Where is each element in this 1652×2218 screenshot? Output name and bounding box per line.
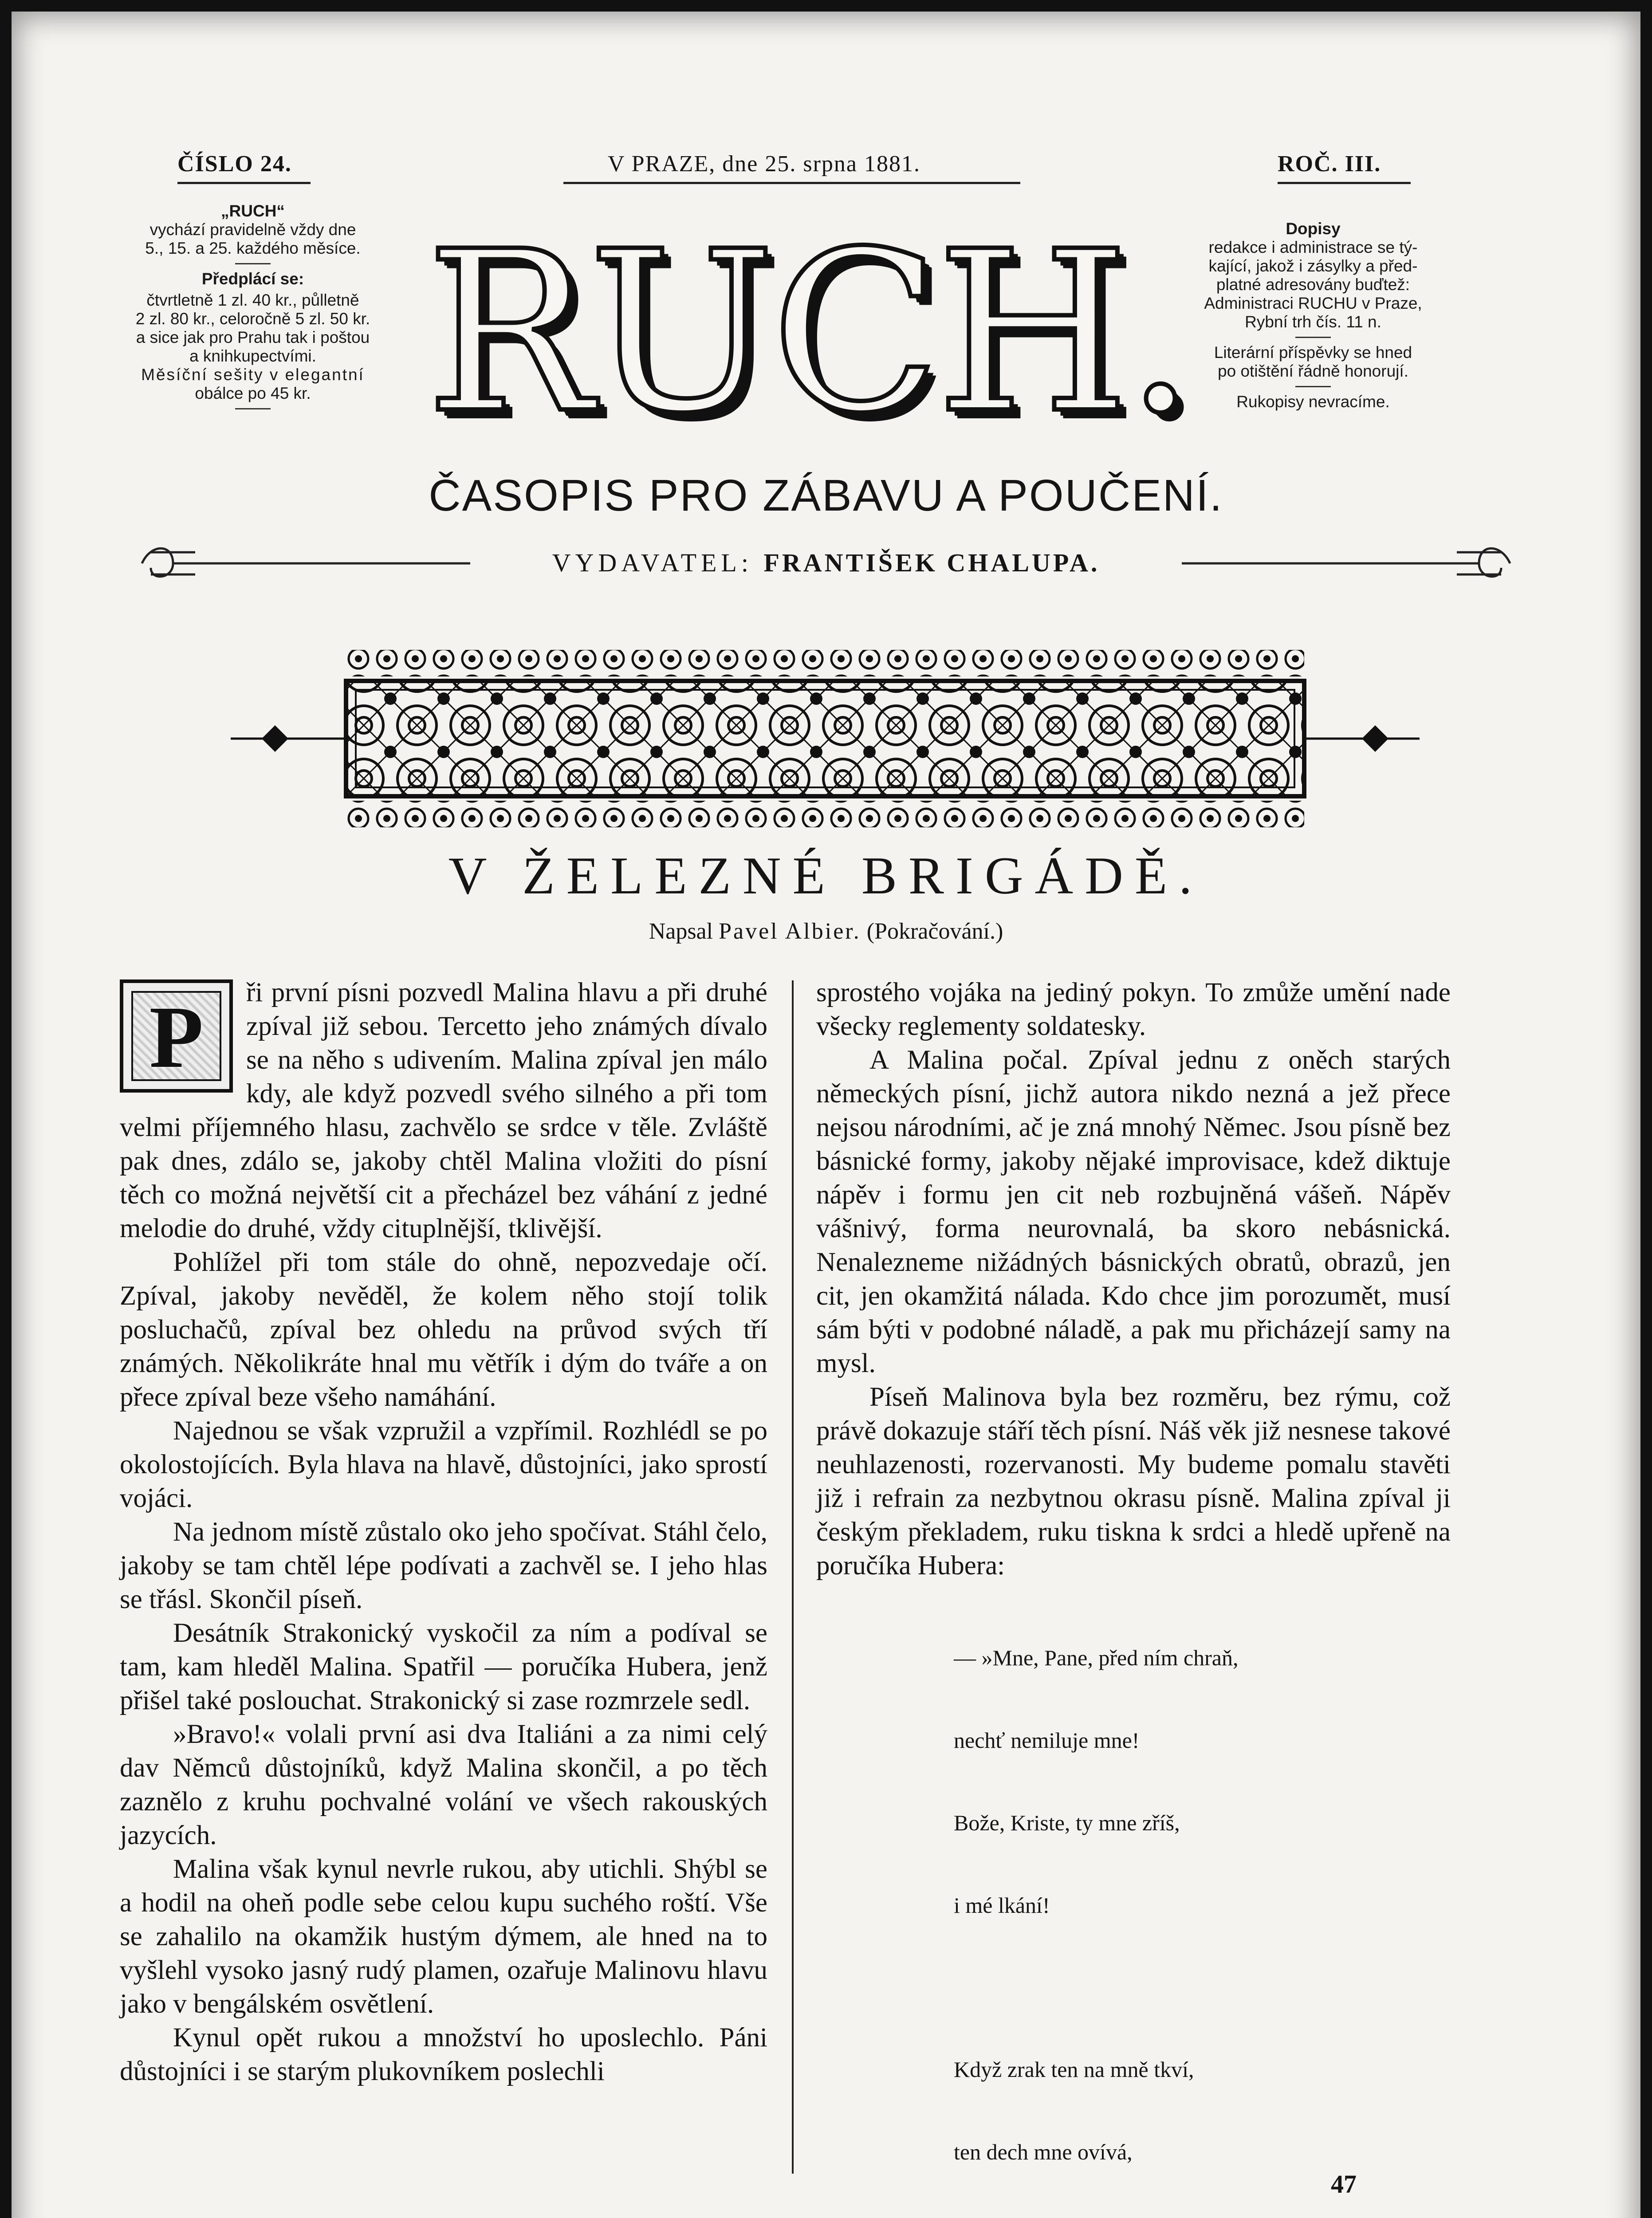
paragraph [120, 976, 767, 1246]
info-heading: Dopisy [1286, 220, 1341, 238]
subscription-info [98, 202, 408, 415]
poem-line: — »Mne, Pane, před ním chraň, [954, 1645, 1239, 1670]
poem-stanza [954, 1589, 1451, 1974]
info-line: 2 zl. 80 kr., celoročně 5 zl. 50 kr. [135, 310, 370, 328]
headpiece-border-bottom [346, 801, 1304, 827]
separator [235, 408, 271, 409]
drop-cap-letter: P [149, 988, 204, 1086]
publisher-name: FRANTIŠEK CHALUPA. [763, 548, 1100, 577]
continued-note: (Pokračování.) [866, 919, 1003, 944]
article-byline [0, 918, 1652, 944]
paragraph: Na jednom místě zůstalo oko jeho spočívat. Stáhl čelo, jakoby se tam chtěl lépe podívati a zachvěl se. I jeho hlas se třásl. Skončil píseň. [120, 1517, 767, 1614]
contact-info [1162, 220, 1464, 411]
info-line: kající, jakož i zásylky a před- [1208, 257, 1418, 275]
headpiece-border-top [346, 650, 1304, 676]
issue-number: ČÍSLO 24. [177, 151, 292, 177]
info-line: redakce i administrace se tý- [1208, 238, 1418, 256]
paragraph: Pohlížel při tom stále do ohně, nepozvedaje očí. Zpíval, jakoby nevěděl, že kolem něho stojí tolik posluchačů, zpíval bez ohledu na průvod svých tří známých. Několikráte hnal mu větřík i dým do tváře a on přece zpíval beze všeho namáhání. [120, 1247, 767, 1412]
info-line: po otištění řádně honorují. [1218, 362, 1408, 380]
info-line: a knihkupectvími. [189, 347, 316, 365]
masthead-title: RUCH. [426, 204, 1192, 462]
paragraph: Kynul opět rukou a množství ho uposlechlo. Páni důstojníci i se starým plukovníkem poslechli [120, 2023, 767, 2086]
poem-line: i mé lkání! [954, 1893, 1050, 1918]
publisher-label: VYDAVATEL: [552, 548, 753, 577]
info-line: čtvrtletně 1 zl. 40 kr., půlletně [146, 291, 359, 309]
info-line: vychází pravidelně vždy dne [149, 220, 356, 239]
headpiece-panel [346, 681, 1304, 796]
poem-line: nechť nemiluje mne! [954, 1728, 1140, 1753]
info-line: obálce po 45 kr. [195, 384, 311, 402]
byline-author: Pavel Albier. [719, 919, 861, 944]
paragraph: Malina však kynul nevrle rukou, aby utichli. Shýbl se a hodil na oheň podle sebe celou kupu suchého roští. Vše se zahalilo na okamžik hustým dýmem, ale hned na to vyšlehl vysoko jasný rudý plamen, ozařuje Malinovu hlavu jako v bengálském osvětlení. [120, 1854, 767, 2019]
paragraph: »Bravo!« volali první asi dva Italiáni a za nimi celý dav Němců důstojníků, když Malina skončil, a po těch zaznělo z kruhu pochvalné volání ve všech rakouských jazycích. [120, 1719, 767, 1850]
poem-1 [954, 1589, 1451, 2218]
drop-cap [120, 979, 233, 1093]
headpiece-diamond-right [1362, 725, 1388, 752]
poem-line: Když zrak ten na mně tkví, [954, 2057, 1194, 2082]
page-number: 47 [1331, 2170, 1357, 2198]
paragraph: Najednou se však vzpružil a vzpřímil. Rozhlédl se po okolostojících. Byla hlava na hlavě, důstojníci, jako sprostí vojáci. [120, 1416, 767, 1513]
info-line: Měsíční sešity v elegantní [141, 366, 365, 384]
info-line: 5., 15. a 25. každého měsíce. [145, 239, 361, 257]
poem-stanza [954, 2001, 1451, 2218]
rule [563, 182, 1020, 184]
place-date: V PRAZE, dne 25. srpna 1881. [608, 151, 921, 177]
article-column-right [816, 976, 1451, 2218]
separator [1295, 337, 1331, 338]
article-title: V ŽELEZNÉ BRIGÁDĚ. [448, 846, 1204, 905]
rule [1278, 182, 1411, 184]
info-line: Rukopisy nevracíme. [1236, 393, 1390, 411]
article-column-left [120, 976, 767, 2088]
info-line: „RUCH“ [221, 202, 285, 220]
column-divider [792, 980, 794, 2174]
byline-prefix: Napsal [649, 919, 713, 944]
info-line: Literární příspěvky se hned [1214, 343, 1412, 362]
info-line: platné adresovány buďtež: [1216, 275, 1410, 294]
poem-line: Bože, Kriste, ty mne zříš, [954, 1810, 1180, 1835]
volume-year: ROČ. III. [1278, 151, 1381, 177]
separator [1295, 386, 1331, 387]
rule [177, 182, 311, 184]
separator [235, 263, 271, 264]
masthead-subtitle: ČASOPIS PRO ZÁBAVU A POUČENÍ. [429, 471, 1223, 520]
headpiece-diamond-left [262, 725, 288, 752]
poem-line: ten dech mne ovívá, [954, 2139, 1133, 2164]
paragraph: A Malina počal. Zpíval jednu z oněch starých německých písní, jichž autora nikdo nezná a jež přece nejsou národními, ač je zná mnohý Němec. Jsou písně bez básnické formy, jakoby nějaké improvisace, kdež diktuje nápěv i formu jen cit neb rozbujněná vášeň. Nápěv vášnivý, forma neurovnalá, ba skoro nebásnická. Nenalezneme nižádných básnických obratů, obrazů, jen cit, jen okamžitá nálada. Kdo chce jim porozumět, musí sám býti v podobné náladě, a pak mu přicházejí samy na mysl. [816, 1045, 1451, 1378]
ornamental-headpiece [231, 645, 1420, 832]
info-line: a sice jak pro Prahu tak i poštou [136, 328, 370, 346]
paragraph-text: ři první písni pozvedl Malina hlavu a při druhé zpíval již sebou. Tercetto jeho známých dívalo se na něho s udivením. Malina zpíval jen málo kdy, ale když pozvedl svého silného a při tom velmi příjemného hlasu, zachvělo se srdce v těle. Zvláště pak dnes, zdálo se, jakoby chtěl Malina vložiti do písní těch co možná největší cit a přecházel bez váhání z jedné melodie do druhé, vždy cituplnější, tklivější. [120, 978, 767, 1243]
info-line: Administraci RUCHU v Praze, [1204, 294, 1422, 312]
paragraph: Desátník Strakonický vyskočil za ním a podíval se tam, kam hleděl Malina. Spatřil — poručíka Hubera, jenž přišel také poslouchat. Strakonický si zase rozmrzele sedl. [120, 1618, 767, 1715]
publisher-line [0, 548, 1652, 578]
paragraph: sprostého vojáka na jediný pokyn. To zmůže umění nade všecky reglementy soldatesky. [816, 978, 1451, 1041]
info-line: Rybní trh čís. 11 n. [1245, 313, 1381, 331]
paragraph: Píseň Malinova byla bez rozměru, bez rýmu, což právě dokazuje stáří těch písní. Náš věk již nesnese takové neuhlazenosti, rozervanosti. My budeme pomalu stavěti již i refrain za nezbytnou okrasu písně. Malina zpíval ji českým překladem, ruku tiskna k srdci a hledě upřeně na poručíka Hubera: [816, 1382, 1451, 1581]
info-heading: Předplácí se: [201, 270, 304, 288]
